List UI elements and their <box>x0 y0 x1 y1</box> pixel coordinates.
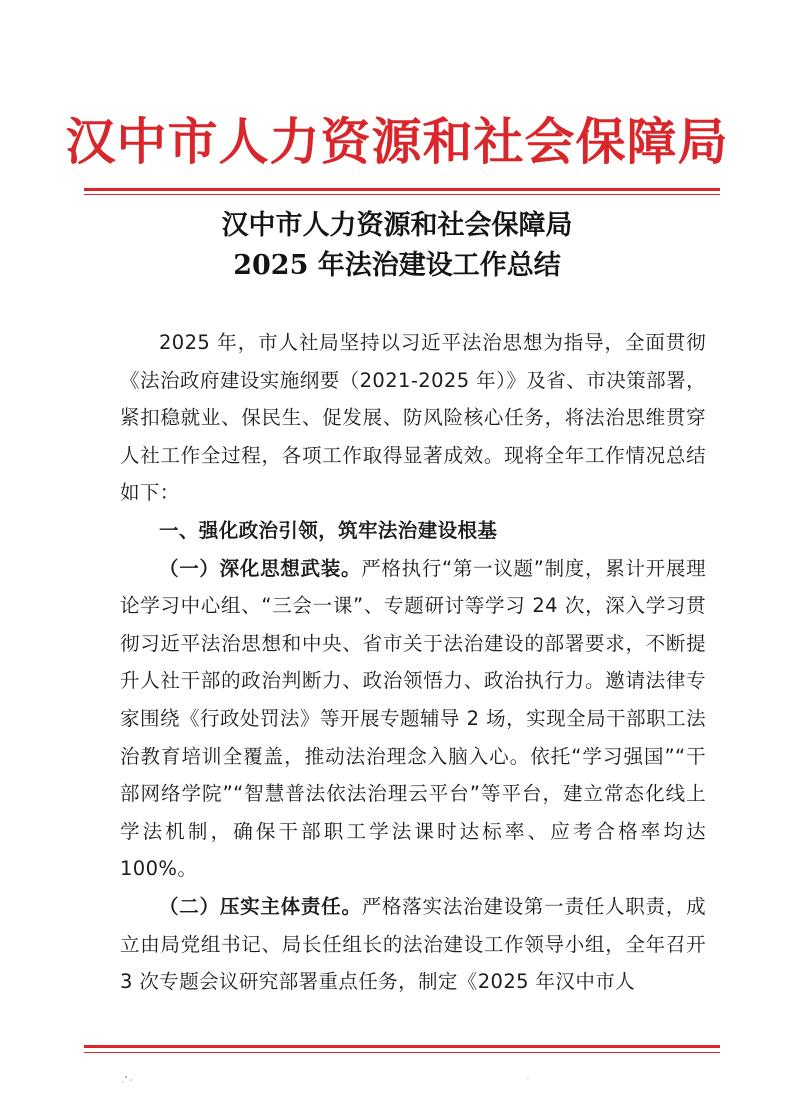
document-body <box>120 324 706 1001</box>
masthead-org-name: 汉中市人力资源和社会保障局 <box>65 112 729 171</box>
item1-lead: （一）深化思想武装。 <box>159 556 362 580</box>
item2-paragraph <box>120 888 706 1001</box>
document-title-line1: 汉中市人力资源和社会保障局 <box>221 210 573 241</box>
footer-rule-thick <box>84 1045 720 1048</box>
masthead-rule-thin <box>84 194 720 195</box>
item1-text: 严格执行“第一议题”制度，累计开展理论学习中心组、“三会一课”、专题研讨等学习 24 次，深入学习贯彻习近平法治思想和中央、省市关于法治建设的部署要求，不断提升人社干部的政治判断力、政治领悟力、政治执行力。邀请法律专家围绕《行政处罚法》等开展专题辅导 2 场，实现全局干部职工法治教育培训全覆盖，推动法治理念入脑入心。依托“学习强国”“干部网络学院”“智慧普法依法治理云平台”等平台，建立常态化线上学法机制，确保干部职工学法课时达标率、应考合格率均达 100%。 <box>120 556 706 881</box>
item1-paragraph <box>120 550 706 888</box>
intro-paragraph: 2025 年，市人社局坚持以习近平法治思想为指导，全面贯彻《法治政府建设实施纲要（2021-2025 年）》及省、市决策部署，紧扣稳就业、保民生、促发展、防风险核心任务，将法治思维贯穿人社工作全过程，各项工作取得显著成效。现将全年工作情况总结如下： <box>120 331 706 505</box>
item2-lead: （二）压实主体责任。 <box>159 894 362 918</box>
document-title-line2: 2025 年法治建设工作总结 <box>233 250 561 281</box>
masthead-rule-thick <box>84 188 720 191</box>
scan-specks <box>118 1072 718 1086</box>
item2-text: 严格落实法治建设第一责任人职责，成立由局党组书记、局长任组长的法治建设工作领导小组，全年召开 3 次专题会议研究部署重点任务，制定《2025 年汉中市人 <box>120 894 706 994</box>
footer-rule-thin <box>84 1052 720 1053</box>
section1-heading: 一、强化政治引领，筑牢法治建设根基 <box>159 518 498 542</box>
